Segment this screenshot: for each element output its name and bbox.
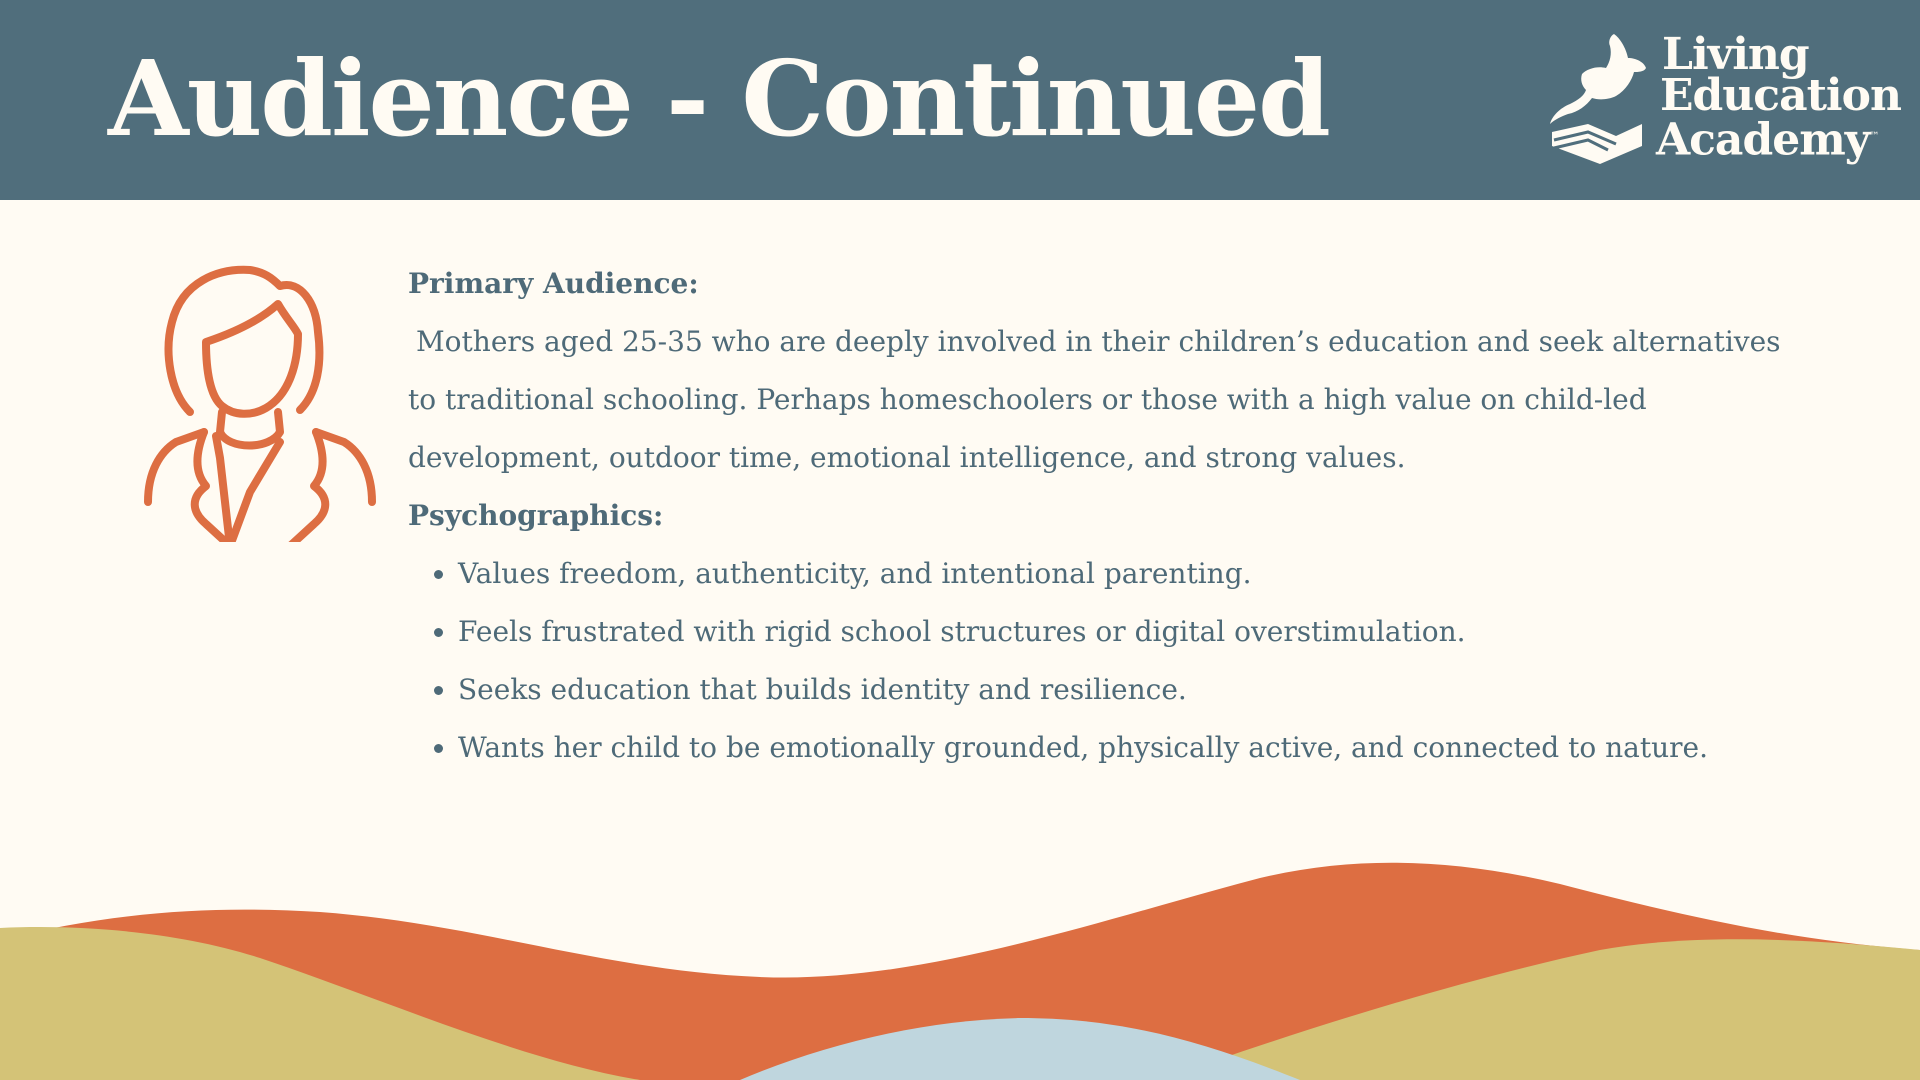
page-title: Audience - Continued — [108, 37, 1329, 160]
logo-line-education: Education — [1660, 70, 1901, 121]
logo-line-living: Living — [1662, 29, 1809, 80]
logo-line-academy: Academy — [1656, 114, 1870, 166]
rabbit-book-icon — [1548, 28, 1658, 173]
primary-audience-text: Mothers aged 25-35 who are deeply involved in their children’s education and seek alternatives to traditional schooling. Perhaps homeschoolers or those with a high value on child-led development, outdoor time, emotional intelligence, and strong values. — [408, 325, 1781, 474]
primary-audience-label: Primary Audience: — [408, 267, 699, 300]
list-item: • Values freedom, authenticity, and intentional parenting. — [458, 545, 1808, 603]
woman-avatar-icon — [140, 262, 380, 542]
trademark-symbol: ™ — [1869, 131, 1879, 142]
psychographics-label: Psychographics: — [408, 499, 664, 532]
audience-content — [408, 255, 1808, 777]
list-item: • Seeks education that builds identity and resilience. — [458, 661, 1808, 719]
decorative-waves — [0, 840, 1920, 1080]
header-bar — [0, 0, 1920, 200]
list-item: • Wants her child to be emotionally grounded, physically active, and connected to nature. — [458, 719, 1808, 777]
brand-logo — [1548, 28, 1901, 173]
list-item: • Feels frustrated with rigid school structures or digital overstimulation. — [458, 603, 1808, 661]
psychographics-list — [408, 545, 1808, 777]
